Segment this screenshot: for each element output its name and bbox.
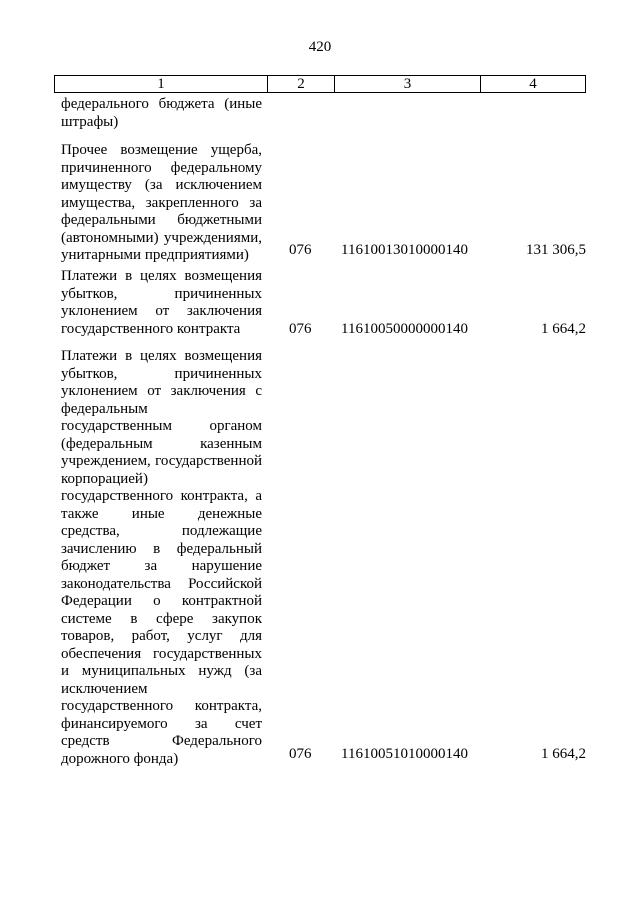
row-description: Прочее возмещение ущерба, причиненного федеральному имуществу (за исключением имущества, закрепленного за федеральными бюджетными (автономными) учреждениями, унитарными предприятиями) (61, 142, 262, 263)
row-kbk-code: 11610051010000140 (341, 746, 468, 762)
row-description: Платежи в целях возмещения убытков, причиненных уклонением от заключения государственного контракта (61, 268, 262, 337)
row-description: Платежи в целях возмещения убытков, причиненных уклонением от заключения с федеральным государственным органом (федеральным казенным учреждением, государственной корпорацией) государственного контракта, а также иные денежные средства, подлежащие зачислению в федеральный бюджет за нарушение законодательства Российской Федерации о контрактной системе в сфере закупок товаров, работ, услуг для обеспечения государственных и муниципальных нужд (за исключением государственного контракта, финансируемого за счет средств Федерального дорожного фонда) (61, 348, 262, 767)
header-cell-4: 4 (529, 76, 537, 92)
row-amount: 1 664,2 (541, 746, 586, 762)
row-amount: 1 664,2 (541, 321, 586, 337)
row-kbk-code: 11610013010000140 (341, 242, 468, 258)
row-amount: 131 306,5 (526, 242, 586, 258)
row-admin-code: 076 (289, 242, 312, 258)
header-cell-1: 1 (55, 76, 268, 92)
header-cell-2: 2 (268, 76, 335, 92)
row-admin-code: 076 (289, 746, 312, 762)
row-admin-code: 076 (289, 321, 312, 337)
row-kbk-code: 11610050000000140 (341, 321, 468, 337)
table-header (54, 75, 586, 93)
row-description: федерального бюджета (иные штрафы) (61, 96, 262, 130)
page-number: 420 (308, 39, 332, 55)
header-cell-3: 3 (335, 76, 481, 92)
